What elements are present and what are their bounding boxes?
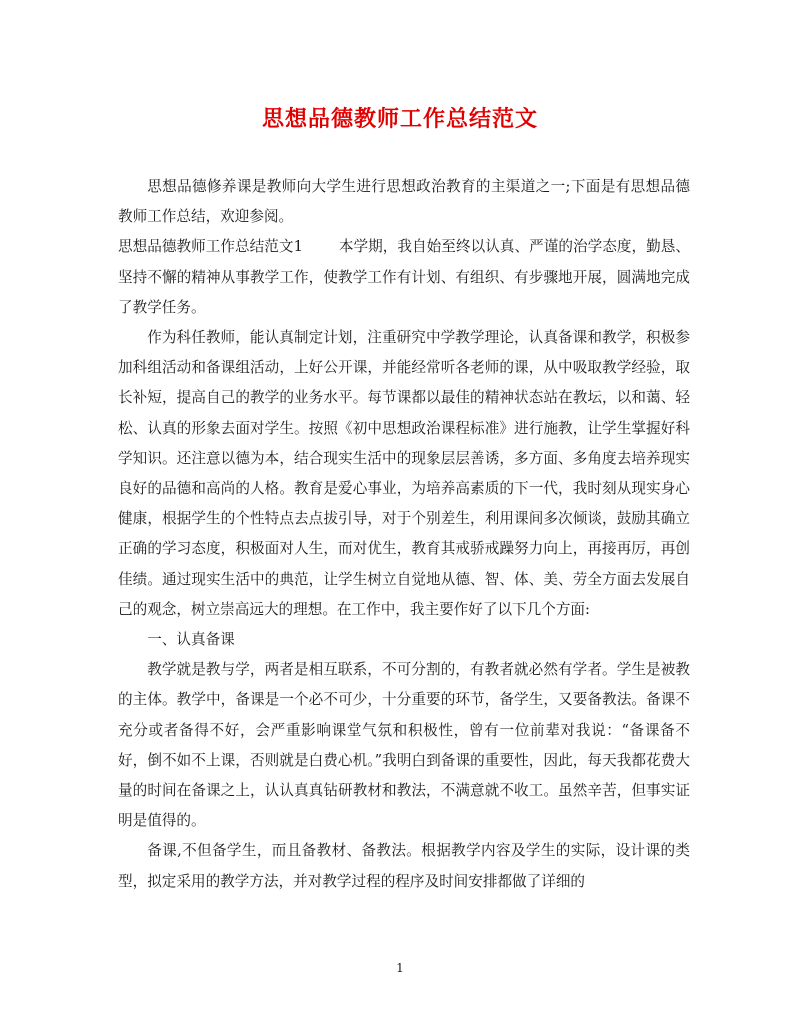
body-paragraph-4: 备课,不但备学生，而且备教材、备教法。根据教学内容及学生的实际，设计课的类型，拟定采用的教学方法，并对教学过程的程序及时间安排都做了详细的 xyxy=(118,842,690,890)
document-body xyxy=(118,172,690,897)
intro-paragraph: 思想品德修养课是教师向大学生进行思想政治教育的主渠道之一;下面是有思想品德教师工作总结，欢迎参阅。 xyxy=(118,178,690,226)
section-paragraph xyxy=(118,232,690,323)
body-paragraph-3: 教学就是教与学，两者是相互联系，不可分割的，有教者就必然有学者。学生是被教的主体。教学中，备课是一个必不可少，十分重要的环节，备学生，又要备教法。备课不充分或者备得不好，会严重影响课堂气氛和积极性，曾有一位前辈对我说：“备课备不好，倒不如不上课，否则就是白费心机。”我明白到备课的重要性，因此，每天我都花费大量的时间在备课之上，认认真真钻研教材和教法，不满意就不收工。虽然辛苦，但事实证明是值得的。 xyxy=(118,661,690,830)
section-label: 思想品德教师工作总结范文1 xyxy=(118,238,303,256)
section-heading-1: 一、认真备课 xyxy=(147,631,235,649)
body-paragraph-2: 作为科任教师，能认真制定计划，注重研究中学教学理论，认真备课和教学，积极参加科组活动和备课组活动，上好公开课，并能经常听各老师的课，从中吸取教学经验，取长补短，提高自己的教学的业务水平。每节课都以最佳的精神状态站在教坛，以和蔼、轻松、认真的形象去面对学生。按照《初中思想政治课程标准》进行施教，让学生掌握好科学知识。还注意以德为本，结合现实生活中的现象层层善诱，多方面、多角度去培养现实良好的品德和高尚的人格。教育是爱心事业，为培养高素质的下一代，我时刻从现实身心健康，根据学生的个性特点去点拔引导，对于个别差生，利用课间多次倾谈，鼓励其确立正确的学习态度，积极面对人生，而对优生，教育其戒骄戒躁努力向上，再接再厉，再创佳绩。通过现实生活中的典范，让学生树立自觉地从德、智、体、美、劳全方面去发展自己的观念，树立崇高远大的理想。在工作中，我主要作好了以下几个方面: xyxy=(118,329,690,618)
section-first-text: 本学期，我自始至终以认真、严谨的治学态度，勤恳、坚持不懈的精神从事教学工作，使教学工作有计划、有组织、有步骤地开展，圆满地完成了教学任务。 xyxy=(118,238,690,316)
page-number: 1 xyxy=(396,961,404,975)
document-title: 思想品德教师工作总结范文 xyxy=(261,106,538,132)
